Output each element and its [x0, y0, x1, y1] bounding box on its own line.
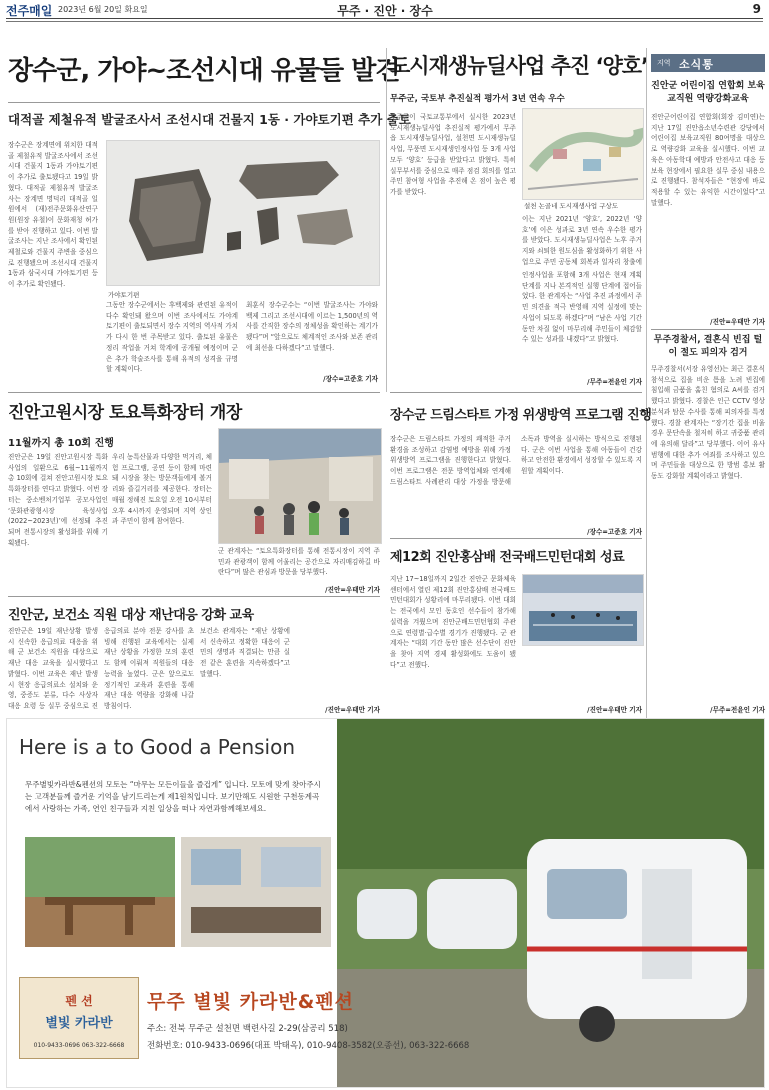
header-rule [6, 18, 763, 19]
badminton-body-col2 [522, 648, 642, 704]
svg-text:010-9433-0696 063-322-6668: 010-9433-0696 063-322-6668 [33, 1042, 125, 1049]
deck-photo [25, 837, 175, 947]
badminton-byline: /진안=우태만 기자 [587, 706, 642, 714]
market-byline: /진안=우태만 기자 [325, 586, 380, 594]
svg-text:펜 션: 펜 션 [65, 994, 93, 1008]
column-divider-sidebar [646, 48, 647, 718]
lead-body-col2: 그동안 장수군에서는 후백제와 관련된 유적이 다수 확인돼 왔으며 이번 조사에서도 가야계 토기편이 출토되면서 장수 지역의 역사적 가치가 다시 한 번 주목받고 있다. 출토된 유물은 정리 작업을 거쳐 학계에 공개될 예정이며 군은 추가 학술조사를 통해 유적의 성격을 규명할 계획이다. [106, 301, 238, 374]
pottery-caption: 가야토기편 [108, 291, 140, 299]
market-headline: 진안고원시장 토요특화장터 개장 [8, 403, 242, 423]
lead-bottom-rule [8, 392, 380, 393]
health-body-col2: 응급의료 분야 전문 강사를 초빙해 진행된 교육에서는 실제 재난 상황을 가정한 모의 훈련도 함께 이뤄져 직원들의 대응 능력을 높였다. 군은 앞으로도 정기적인 교육과 훈련을 통해 재난 대응 역량을 강화해 나갈 방침이다. [104, 627, 194, 710]
market-photo [218, 428, 382, 544]
pottery-shards-image [107, 141, 379, 285]
column-divider-1 [386, 48, 387, 392]
badminton-body-col1: 지난 17~18일까지 2일간 진안군 문화체육센터에서 열린 제12회 진안홍삼배 전국배드민턴대회가 성황리에 마무리됐다. 이번 대회는 전국에서 모인 동호인 선수들이 참가해 실력을 겨뤘으며 진안군배드민턴협회 주관으로 연령별·급수별 경기가 진행됐다. 군 관계자는 “대회 기간 동안 많은 선수단이 진안을 찾아 지역 경제 활성화에도 도움이 됐다”고 전했다. [390, 575, 516, 669]
urban-regen-body-col1: 무주군이 국토교통부에서 실시한 2023년 도시재생뉴딜사업 추진실적 평가에서 무주읍 도시재생뉴딜사업, 설천면 도시재생뉴딜사업, 무풍면 도시재생인정사업 등 3개 사업 모두 ‘양호’ 등급을 받았다고 밝혔다. 특히 실무부서를 중심으로 매주 점검 회의를 열고 주민 참여형 사업을 추진해 온 점이 높은 평가를 받았다. [390, 113, 516, 196]
lead-body-col1: 장수군은 장계면에 위치한 대적골 제철유적 발굴조사에서 조선시대 건물지 1동과 가야토기편이 추가로 출토됐다고 19일 밝혔다. 대적골 제철유적 발굴조사는 장계면 명덕리 대적골 일원에서 (재)전주문화유산연구원(원장 유철)이 문화재청 허가를 받아 진행하고 있다. 이번 발굴조사는 지난 조사에서 확인된 제철로와 건물지 주변을 중심으로 진행됐으며 조선시대 건물지 1동과 삼국시대 가야토기편 등이 추가로 확인됐다. [8, 141, 98, 289]
market-body-col2: 우리 농특산물과 다양한 먹거리, 체험 프로그램, 공연 등이 함께 마련돼 시장을 찾는 방문객들에게 볼거리와 즐길거리를 제공한다. 장터는 매월 정해진 토요일 오전 10시부터 오후 4시까지 운영되며 지역 상인과 주민이 함께 참여한다. [112, 453, 212, 526]
lead-subheadline: 대적골 제철유적 발굴조사서 조선시대 건물지 1동 · 가야토기편 추가 출토 [8, 112, 411, 127]
newspaper-logo: 전주매일 [6, 4, 53, 18]
urban-regen-byline: /무주=전윤인 기자 [587, 378, 642, 386]
health-body-col3: 보건소 관계자는 “재난 상황에서 신속하고 정확한 대응이 군민의 생명과 직결되는 만큼 실전 같은 훈련을 지속하겠다”고 말했다. [200, 627, 290, 678]
pension-sign [19, 977, 139, 1059]
urban-regen-body-col2: 이는 지난 2021년 ‘양호’, 2022년 ‘양호’에 이은 성과로 3년 연속 우수한 평가를 받았다. 도시재생뉴딜사업은 노후 주거지와 쇠퇴한 원도심을 활성화하기 위한 사업으로 주민 공동체 회복과 일자리 창출에 [522, 215, 642, 266]
sidebar-title: 소식통 [679, 58, 714, 71]
sidebar-divider [651, 329, 765, 330]
market-bottom-rule [8, 596, 380, 597]
badminton-headline: 제12회 진안홍삼배 전국배드민턴대회 성료 [390, 550, 625, 565]
market-subheadline: 11월까지 총 10회 진행 [8, 438, 114, 449]
health-body-col1: 진안군은 19일 재난상황 발생 시 신속한 응급의료 대응을 위해 군 보건소 직원을 대상으로 재난 대응 교육을 실시했다고 밝혔다. 이번 교육은 재난 발생 시 현장 응급의료소 설치와 운영, 중증도 분류, 다수 사상자 대응 요령 등 실무 중심으로 진 [8, 627, 98, 710]
gym-hall-image [523, 575, 643, 645]
market-body-col1: 진안군은 19일 진안고원시장 특화사업의 일환으로 6월~11월까지 총 10회에 걸쳐 진안고원시장 토요특화장터를 연다고 밝혔다. 이번 장터는 중소벤처기업부 공모사업인 ‘문화관광형시장 육성사업(2022~2023년)’에 선정돼 추진되며 전통시장의 활성화를 위해 기획됐다. [8, 453, 108, 547]
sidebar-header [651, 54, 765, 72]
sidebar-item1-byline: /진안=우태만 기자 [710, 318, 765, 326]
pension-advertisement [6, 718, 765, 1088]
dreamstart-headline: 장수군 드림스타트 가정 위생방역 프로그램 진행 [390, 408, 652, 423]
urban-regen-headline: 도시재생뉴딜사업 추진 ‘양호’ [390, 54, 649, 78]
urban-regen-bottom-rule [390, 392, 642, 393]
market-crowd-image [219, 429, 381, 543]
lead-rule [8, 102, 380, 103]
urban-regen-body-col3: 인정사업을 포함해 3개 사업은 현재 계획 단계를 지나 본격적인 실행 단계에 접어들었다. 한 관계자는 “사업 추진 과정에서 주민 의견을 적극 반영해 지역 실정에 맞는 사업이 되도록 하겠다”며 “남은 사업 기간 동안 차질 없이 마무리해 주민들이 체감할 수 있는 성과를 내겠다”고 밝혔다. [522, 271, 642, 344]
site-plan-drawing [523, 109, 643, 199]
health-headline: 진안군, 보건소 직원 대상 재난대응 강화 교육 [8, 608, 254, 623]
urban-regen-caption: 설천 논골네 도시재생사업 구상도 [524, 202, 619, 210]
dreamstart-bottom-rule [390, 538, 642, 539]
ad-description: 무주별빛카라반&펜션의 모토는 “마무는 모든이들을 즐겁게” 입니다. 모토에 맞게 찾아주시는 고객분들께 즐거운 기억을 남기드리는게 제1원칙입니다. 보기만해도 시원한 구천동계곡에서 사랑하는 가족, 연인 친구들과 지친 일상을 떠나 자연과함께해보세요. [25, 780, 321, 813]
caravan-photo [337, 719, 764, 1087]
urban-regen-plan-image [522, 108, 644, 200]
sidebar-label: 지역 [657, 59, 671, 67]
market-body-col3: 군 관계자는 “토요특화장터를 통해 전통시장이 지역 주민과 관광객이 함께 어울리는 공간으로 자리매김하길 바란다”며 많은 관심과 방문을 당부했다. [218, 547, 380, 577]
lead-headline: 장수군, 가야~조선시대 유물들 발견 [8, 56, 400, 86]
sidebar-item2-byline: /무주=전윤인 기자 [710, 706, 765, 714]
dreamstart-body: 장수군은 드림스타트 가정의 쾌적한 주거환경을 조성하고 감염병 예방을 위해 가정 위생방역 프로그램을 진행한다고 밝혔다. 이번 프로그램은 전문 방역업체와 연계해 드림스타트 사례관리 대상 가정을 방문해 소독과 방역을 실시하는 방식으로 진행된다. 군은 이번 사업을 통해 아동들이 건강하고 안전한 환경에서 성장할 수 있도록 지원할 계획이다. [390, 435, 642, 486]
pension-address: 주소: 전북 무주군 설천면 백련사길 2-29(삼공리 518) [147, 1024, 348, 1034]
lead-body-col1b [8, 364, 98, 394]
sidebar-item1-body: 진안군어린이집 연합회(회장 김미연)는 지난 17일 진안읍소년수련관 강당에서 어린이집 보육교직원 80여명을 대상으로 역량강화 교육을 실시했다. 이번 교육은 아동학대 예방과 안전사고 대응 등 보육 현장에서 필요한 실무 중심 내용으로 진행됐다. 참석자들은 “현장에 바로 적용할 수 있는 유익한 시간이었다”고 말했다. [651, 113, 765, 207]
interior-photo [181, 837, 331, 947]
lead-body-col3: 최훈식 장수군수는 “이번 발굴조사는 가야와 백제 그리고 조선시대에 이르는 1,500년의 역사를 간직한 장수의 정체성을 확인하는 계기가 됐다”며 “앞으로도 체계적인 조사와 보존 관리에 최선을 다하겠다”고 말했다. [246, 301, 378, 352]
sidebar-item2-body: 무주경찰서(서장 유영선)는 최근 결혼식 참석으로 집을 비운 틈을 노려 빈집에 침입해 금품을 훔친 혐의로 A씨를 검거했다고 밝혔다. 경찰은 인근 CCTV 영상 분석과 탐문 수사를 통해 피의자를 특정했다. 경찰 관계자는 “장기간 집을 비울 경우 문단속을 철저히 하고 귀중품 관리에 유의해 달라”고 당부했다. 이어 유사 범행에 대한 추가 여죄를 조사하고 있으며 주민들을 대상으로 한 방범 홍보 활동도 강화할 계획이라고 밝혔다. [651, 365, 765, 481]
pension-phone: 전화번호: 010-9433-0696(대표 박태옥), 010-9408-3582(오종선), 063-322-6668 [147, 1041, 470, 1051]
section-title: 무주 · 진안 · 장수 [337, 4, 433, 18]
urban-regen-subheadline: 무주군, 국토부 추진실적 평가서 3년 연속 우수 [390, 94, 565, 104]
badminton-photo [522, 574, 644, 646]
ad-title: Here is a to Good a Pension [19, 735, 296, 759]
pottery-photo [106, 140, 380, 286]
pension-name: 무주 별빛 카라반&펜션 [147, 991, 354, 1013]
health-byline: /진안=우태만 기자 [325, 706, 380, 714]
header-rule-thin [6, 21, 763, 22]
svg-text:별빛 카라반: 별빛 카라반 [45, 1016, 113, 1031]
issue-date: 2023년 6월 20일 화요일 [58, 5, 148, 14]
sidebar-item1-title: 진안군 어린이집 연합회 보육 교직원 역량강화교육 [651, 81, 765, 104]
sidebar-item2-title: 무주경찰서, 결혼식 빈집 털이 절도 피의자 검거 [653, 335, 763, 358]
dreamstart-byline: /장수=고준호 기자 [587, 528, 642, 536]
page-number: 9 [752, 2, 761, 16]
lead-byline: /장수=고준호 기자 [323, 375, 378, 383]
